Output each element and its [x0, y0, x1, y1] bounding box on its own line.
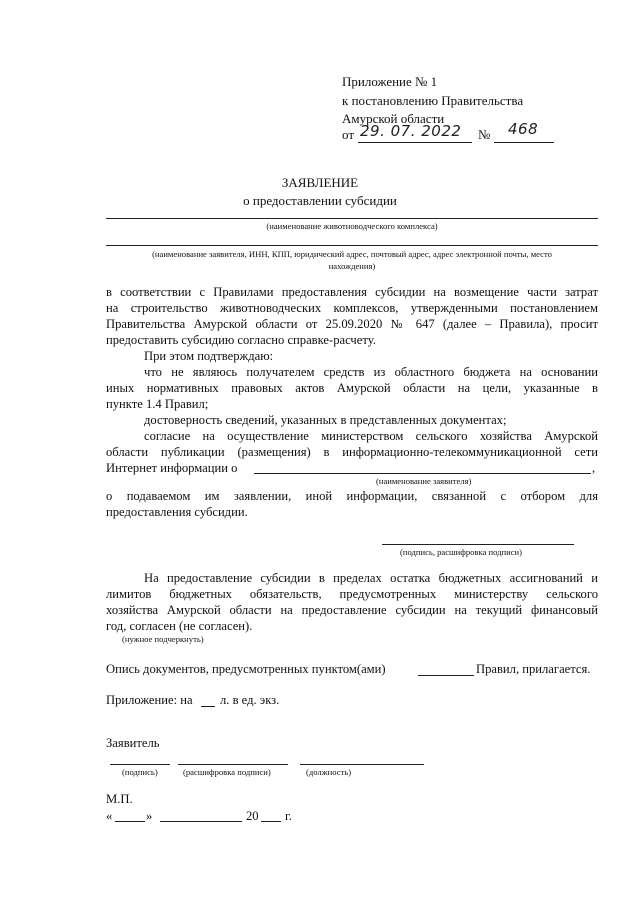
number-underline: [494, 142, 554, 143]
handwritten-date: 29. 07. 2022: [360, 122, 462, 140]
sig-decoding-line: [178, 764, 288, 765]
complex-name-line: [106, 218, 598, 219]
p2: При этом подтверждаю:: [144, 349, 274, 363]
date-close-quote: »: [146, 809, 153, 823]
p9-start: Приложение: на: [106, 693, 193, 707]
year-prefix: 20: [246, 809, 259, 823]
p3-line-2: иных нормативных правовых актов Амурской области на цели, указанные в: [106, 381, 598, 395]
p6-line-2: предоставления субсидии.: [106, 505, 248, 519]
p7-line-1: На предоставление субсидии в пределах остатка бюджетных ассигнований и: [144, 571, 598, 585]
document-title: ЗАЯВЛЕНИЕ: [281, 175, 359, 190]
stamp-place-label: М.П.: [106, 792, 133, 806]
handwritten-number: 468: [508, 120, 539, 138]
applicant-caption-line-1: (наименование заявителя, ИНН, КПП, юридический адрес, почтовый адрес, адрес электронной почты, место: [152, 249, 552, 259]
complex-name-caption: (наименование животноводческого комплекса): [266, 221, 438, 231]
sig-line: [110, 764, 170, 765]
p7-line-4: год, согласен (не согласен).: [106, 619, 253, 633]
p4: достоверность сведений, указанных в представленных документах;: [144, 413, 507, 427]
p5-line-3-comma: ,: [592, 461, 596, 475]
p5-line-3-start: Интернет информации о: [106, 461, 238, 475]
applicant-details-line: [106, 245, 598, 246]
appendix-line-3: Амурской области: [342, 111, 445, 126]
p3-line-3: пункте 1.4 Правил;: [106, 397, 209, 411]
underline-needed-caption: (нужное подчеркнуть): [122, 634, 204, 644]
date-underline: [358, 142, 472, 143]
year-suffix: г.: [285, 809, 292, 823]
p1-line-2: на строительство животноводческих комплексов, утвержденными постановлением: [106, 301, 598, 315]
applicant-caption-line-2: нахождения): [328, 261, 376, 271]
appendix-line-1: Приложение № 1: [342, 74, 438, 89]
p5-line-2: области публикации (размещения) в информационно-телекоммуникационной сети: [106, 445, 598, 459]
applicant-label: Заявитель: [106, 736, 160, 750]
sig-caption: (подпись): [122, 767, 158, 777]
date-open-quote: «: [106, 809, 113, 823]
signature-caption: (подпись, расшифровка подписи): [400, 547, 522, 557]
p3-line-1: что не являюсь получателем средств из областного бюджета на основании: [144, 365, 598, 379]
position-caption: (должность): [306, 767, 352, 777]
year-fill-line: [261, 821, 281, 822]
sheets-fill-line: [201, 706, 215, 707]
p5-line-1: согласие на осуществление министерством сельского хозяйства Амурской: [144, 429, 598, 443]
p1-line-1: в соответствии с Правилами предоставления субсидии на возмещение части затрат: [106, 285, 598, 299]
p1-line-3: Правительства Амурской области от 25.09.2020 № 647 (далее – Правила), просит: [106, 317, 598, 331]
p7-line-2: лимитов бюджетных обязательств, предусмотренных министерству сельского: [106, 587, 598, 601]
month-fill-line: [160, 821, 242, 822]
p7-line-3: хозяйства Амурской области на предоставление субсидии на текущий финансовый: [106, 603, 598, 617]
signature-line: [382, 544, 574, 545]
p8-start: Опись документов, предусмотренных пунктом(ами): [106, 662, 386, 676]
appendix-line-2: к постановлению Правительства: [342, 93, 524, 108]
info-about-fill-line: [254, 473, 591, 474]
p1-line-4: предоставить субсидию согласно справке-расчету.: [106, 333, 376, 347]
appendix-from-label: от: [342, 127, 355, 142]
points-fill-line: [418, 675, 474, 676]
applicant-short-caption: (наименование заявителя): [376, 476, 472, 486]
p8-end: Правил, прилагается.: [476, 662, 591, 676]
day-fill-line: [115, 821, 145, 822]
position-line: [300, 764, 424, 765]
sig-decoding-caption: (расшифровка подписи): [183, 767, 271, 777]
document-subtitle: о предоставлении субсидии: [243, 193, 397, 208]
appendix-number-label: №: [478, 127, 491, 142]
p6-line-1: о подаваемом им заявлении, иной информации, связанной с отбором для: [106, 489, 598, 503]
p9-end: л. в ед. экз.: [220, 693, 280, 707]
